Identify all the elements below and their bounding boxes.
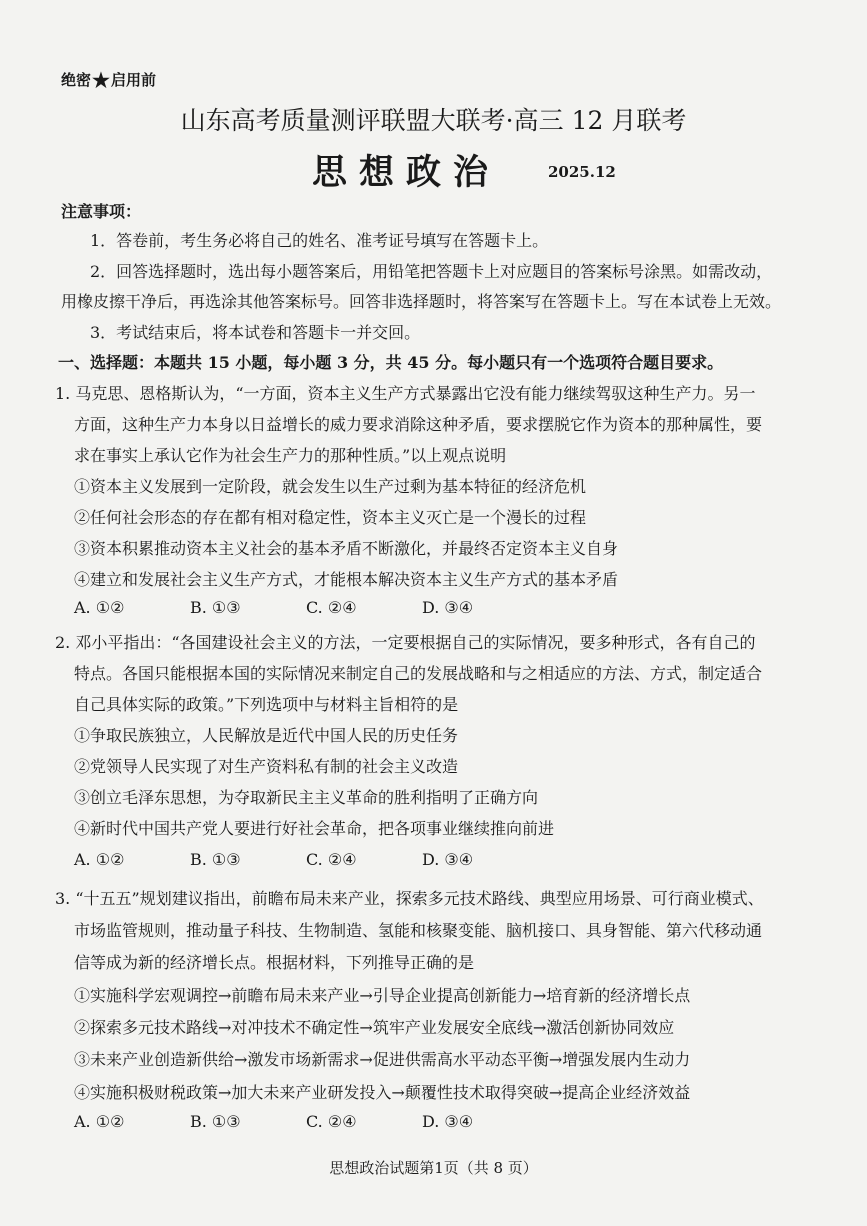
confidential-label: 绝密	[61, 71, 92, 89]
q2-stem: 自己具体实际的政策。”下列选项中与材料主旨相符的是	[74, 695, 459, 714]
exam-date: 2025.12	[548, 163, 616, 181]
q3-item: ③未来产业创造新供给→激发市场新需求→促进供需高水平动态平衡→增强发展内生动力	[74, 1050, 691, 1069]
option-a: A. ①②	[74, 850, 125, 869]
q1-stem: 方面，这种生产力本身以日益增长的威力要求消除这种矛盾，要求摆脱它作为资本的那种属性，要	[74, 415, 763, 434]
q2-item: ②党领导人民实现了对生产资料私有制的社会主义改造	[74, 757, 459, 776]
q3-stem: 市场监管规则，推动量子科技、生物制造、氢能和核聚变能、脑机接口、具身智能、第六代移动通	[74, 921, 763, 940]
q2-stem: 2. 邓小平指出：“各国建设社会主义的方法，一定要根据自己的实际情况，要多种形式，各有自己的	[55, 633, 756, 652]
subject-title: 思想政治	[312, 152, 501, 193]
section-heading: 一、选择题：本题共 15 小题，每小题 3 分，共 45 分。每小题只有一个选项符合题目要求。	[58, 353, 724, 372]
note-item: 1．答卷前，考生务必将自己的姓名、准考证号填写在答题卡上。	[90, 231, 549, 250]
note-item: 3．考试结束后，将本试卷和答题卡一并交回。	[90, 323, 421, 342]
option-d: D. ③④	[422, 850, 474, 869]
q1-options	[74, 598, 538, 617]
q3-options	[74, 1112, 538, 1131]
q2-item: ④新时代中国共产党人要进行好社会革命，把各项事业继续推向前进	[74, 819, 555, 838]
page-footer: 思想政治试题第1页（共 8 页）	[329, 1159, 538, 1177]
q2-item: ③创立毛泽东思想，为夺取新民主主义革命的胜利指明了正确方向	[74, 788, 539, 807]
option-c: C. ②④	[306, 598, 357, 617]
note-item: 用橡皮擦干净后，再选涂其他答案标号。回答非选择题时，将答案写在答题卡上。写在本试卷上无效。	[61, 292, 782, 311]
q1-stem: 求在事实上承认它作为社会生产力的那种性质。”以上观点说明	[74, 446, 507, 465]
q1-item: ①资本主义发展到一定阶段，就会发生以生产过剩为基本特征的经济危机	[74, 477, 587, 496]
q3-item: ④实施积极财税政策→加大未来产业研发投入→颠覆性技术取得突破→提高企业经济效益	[74, 1083, 691, 1102]
option-d: D. ③④	[422, 598, 474, 617]
option-c: C. ②④	[306, 1112, 357, 1131]
q3-stem: 3. “十五五”规划建议指出，前瞻布局未来产业，探索多元技术路线、典型应用场景、可行商业模式、	[55, 889, 764, 908]
q2-options	[74, 850, 538, 869]
q1-item: ②任何社会形态的存在都有相对稳定性，资本主义灭亡是一个漫长的过程	[74, 508, 587, 527]
option-b: B. ①③	[190, 850, 241, 869]
option-a: A. ①②	[74, 1112, 125, 1131]
before-use-label: 启用前	[110, 71, 156, 89]
option-d: D. ③④	[422, 1112, 474, 1131]
option-b: B. ①③	[190, 1112, 241, 1131]
q3-item: ①实施科学宏观调控→前瞻布局未来产业→引导企业提高创新能力→培育新的经济增长点	[74, 986, 691, 1005]
option-c: C. ②④	[306, 850, 357, 869]
note-item: 2．回答选择题时，选出每小题答案后，用铅笔把答题卡上对应题目的答案标号涂黑。如需改动，	[90, 262, 773, 281]
q2-stem: 特点。各国只能根据本国的实际情况来制定自己的发展战略和与之相适应的方法、方式，制定适合	[74, 664, 763, 683]
notes-title: 注意事项：	[61, 202, 142, 221]
option-b: B. ①③	[190, 598, 241, 617]
star-icon: ★	[92, 68, 110, 92]
confidential-mark	[61, 68, 156, 92]
q2-item: ①争取民族独立，人民解放是近代中国人民的历史任务	[74, 726, 459, 745]
q3-stem: 信等成为新的经济增长点。根据材料，下列推导正确的是	[74, 953, 475, 972]
q1-item: ③资本积累推动资本主义社会的基本矛盾不断激化，并最终否定资本主义自身	[74, 539, 619, 558]
exam-title: 山东高考质量测评联盟大联考·高三 12 月联考	[180, 106, 687, 135]
q1-stem: 1. 马克思、恩格斯认为，“一方面，资本主义生产方式暴露出它没有能力继续驾驭这种生产力。另一	[55, 384, 756, 403]
option-a: A. ①②	[74, 598, 125, 617]
q1-item: ④建立和发展社会主义生产方式，才能根本解决资本主义生产方式的基本矛盾	[74, 570, 619, 589]
q3-item: ②探索多元技术路线→对冲技术不确定性→筑牢产业发展安全底线→激活创新协同效应	[74, 1018, 675, 1037]
